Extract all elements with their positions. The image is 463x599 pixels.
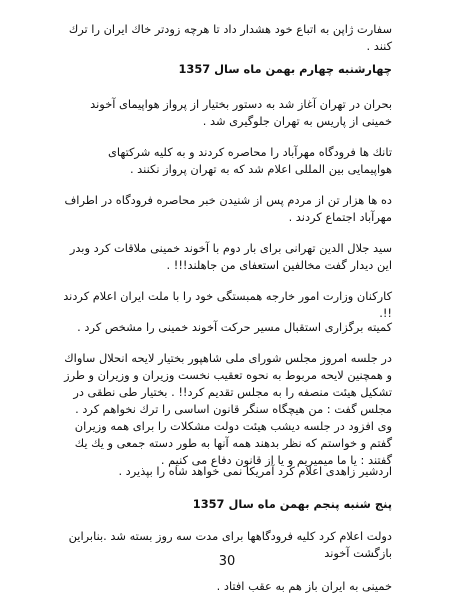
paragraph-crowd-gathering: ده ها هزار تن از مردم پس از شنیدن خبر محاصره فرودگاه در اطراف مهرآباد اجتماع كردند . xyxy=(64,193,392,224)
paragraph-tehran-crisis: بحران در تهران آغاز شد به دستور بختیار از پرواز هواپیمای آخوند خمینی از پاریس به تهران جلوگیری شد . xyxy=(90,97,392,128)
paragraph-reception-committee: كمیته برگزاری استقبال مسیر حركت آخوند خمینی را مشخص كرد . xyxy=(77,320,392,334)
paragraph-parliament-session: در جلسه امروز مجلس شورای ملی شاهپور بختیار لایحه انحلال ساواك و همچنین لایحه مربوط به نحوه تعقیب نخست وزیران و وزیران و طرز تشكیل هیئت منصفه را به مجلس تقدیم كرد!! . بختیار طی نطقی در مجلس گفت : من هیچگاه سنگر قانون اساسی را ترك نخواهم كرد . وی افزود در جلسه دیشب هیئت دولت مشكلات را برای همه وزیران گفتم و خواستم كه نظر بدهند همه آنها به طور دسته جمعی و یك یك گفتند : یا ما میمیریم و یا از قانون دفاع می كنیم . xyxy=(64,351,392,467)
paragraph-zahedi: اردشیر زاهدی اعلام كرد آمریكا نمی خواهد شاه را بپذیرد . xyxy=(118,464,392,478)
paragraph-tehrani-meeting: سید جلال الدین تهرانی برای بار دوم با آخوند خمینی ملاقات كرد وبدر این دیدار گفت مخالفین استعفای من جاهلند!!! . xyxy=(69,241,392,272)
paragraph-japan-embassy: سفارت ژاپن به اتباع خود هشدار داد تا هرچه زودتر خاك ایران را ترك كنند . xyxy=(68,22,392,53)
page-number: 30 xyxy=(218,554,236,569)
heading-thursday-date: پنج شنبه پنجم بهمن ماه سال 1357 xyxy=(192,497,392,511)
heading-wednesday-date: چهارشنبه چهارم بهمن ماه سال 1357 xyxy=(178,62,392,76)
document-page xyxy=(62,0,392,599)
paragraph-airports-closed: دولت اعلام كرد كلیه فرودگاهها برای مدت سه روز بسته شد .بنابراین بازگشت آخوند xyxy=(68,529,392,560)
paragraph-foreign-ministry: كاركنان وزارت امور خارجه همبستگی خود را با ملت ایران اعلام كردند !!. xyxy=(63,289,392,320)
paragraph-return-delayed: خمینی به ایران باز هم به عقب افتاد . xyxy=(216,579,392,593)
paragraph-mehrabad-tanks: تانك ها فرودگاه مهرآباد را محاصره كردند و به كلیه شركتهای هواپیمایی بین المللی اعلام شد كه به تهران پرواز نكنند . xyxy=(107,145,392,176)
